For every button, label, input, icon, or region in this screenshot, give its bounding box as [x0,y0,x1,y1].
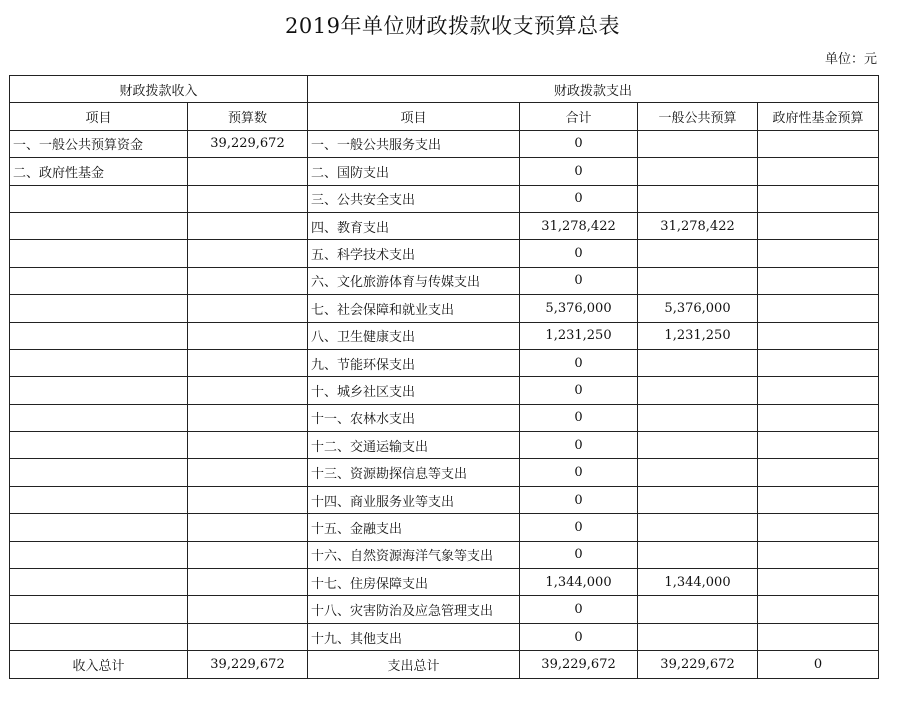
income-amount-cell [188,569,308,596]
income-item-cell: 一、一般公共预算资金 [10,130,188,157]
col-header-fund: 政府性基金预算 [758,103,879,130]
fund-budget-cell [758,514,879,541]
income-item-cell [10,459,188,486]
expense-item-cell: 一、一般公共服务支出 [308,130,520,157]
expense-item-cell: 十五、金融支出 [308,514,520,541]
expense-total-cell: 0 [520,240,638,267]
expense-total-cell: 0 [520,514,638,541]
income-amount-cell [188,404,308,431]
general-budget-cell [638,596,758,623]
fund-budget-cell [758,349,879,376]
fund-budget-cell [758,240,879,267]
general-budget-cell [638,267,758,294]
expense-total-cell: 0 [520,623,638,650]
general-budget-cell [638,514,758,541]
income-amount-cell [188,432,308,459]
table-row [10,404,879,431]
income-item-cell [10,541,188,568]
general-budget-cell [638,158,758,185]
expense-total-cell: 0 [520,486,638,513]
income-total-amount: 39,229,672 [188,651,308,678]
expense-item-cell: 三、公共安全支出 [308,185,520,212]
fund-budget-cell [758,404,879,431]
expense-total-cell: 1,231,250 [520,322,638,349]
table-row [10,486,879,513]
fund-budget-total: 0 [758,651,879,678]
income-total-label: 收入总计 [10,651,188,678]
income-item-cell [10,295,188,322]
expense-item-cell: 十二、交通运输支出 [308,432,520,459]
expense-item-cell: 四、教育支出 [308,212,520,239]
income-item-cell [10,514,188,541]
fund-budget-cell [758,322,879,349]
header-column-row [10,103,879,130]
general-budget-total: 39,229,672 [638,651,758,678]
fund-budget-cell [758,596,879,623]
income-item-cell [10,596,188,623]
expense-total-cell: 1,344,000 [520,569,638,596]
expense-total-cell: 0 [520,377,638,404]
table-row [10,569,879,596]
expense-item-cell: 十、城乡社区支出 [308,377,520,404]
fund-budget-cell [758,432,879,459]
income-amount-cell [188,212,308,239]
table-row [10,212,879,239]
expense-total-cell: 0 [520,596,638,623]
general-budget-cell: 31,278,422 [638,212,758,239]
table-row [10,459,879,486]
expense-total-cell: 0 [520,459,638,486]
totals-row [10,651,879,678]
fund-budget-cell [758,459,879,486]
expense-total-cell: 5,376,000 [520,295,638,322]
col-header-income-item: 项目 [10,103,188,130]
table-row [10,541,879,568]
table-row [10,623,879,650]
general-budget-cell: 1,231,250 [638,322,758,349]
income-amount-cell [188,158,308,185]
expense-item-cell: 八、卫生健康支出 [308,322,520,349]
page-title: 2019年单位财政拨款收支预算总表 [285,14,620,38]
expense-item-cell: 六、文化旅游体育与传媒支出 [308,267,520,294]
general-budget-cell [638,486,758,513]
fund-budget-cell [758,569,879,596]
income-item-cell [10,212,188,239]
table-row [10,377,879,404]
expense-item-cell: 七、社会保障和就业支出 [308,295,520,322]
col-header-general: 一般公共预算 [638,103,758,130]
income-amount-cell [188,486,308,513]
expense-total-label: 支出总计 [308,651,520,678]
income-amount-cell [188,623,308,650]
expense-item-cell: 十六、自然资源海洋气象等支出 [308,541,520,568]
table-row [10,158,879,185]
income-item-cell [10,486,188,513]
expense-item-cell: 十三、资源勘探信息等支出 [308,459,520,486]
fund-budget-cell [758,212,879,239]
income-amount-cell [188,349,308,376]
general-budget-cell [638,240,758,267]
expense-total-cell: 0 [520,130,638,157]
expense-total-cell: 0 [520,349,638,376]
col-header-total: 合计 [520,103,638,130]
table-body [10,76,879,679]
expense-total-cell: 0 [520,267,638,294]
income-amount-cell [188,295,308,322]
expense-item-cell: 十九、其他支出 [308,623,520,650]
general-budget-cell: 1,344,000 [638,569,758,596]
table-row [10,295,879,322]
fund-budget-cell [758,158,879,185]
table-row [10,349,879,376]
income-item-cell [10,404,188,431]
table-row [10,322,879,349]
table-row [10,432,879,459]
income-item-cell [10,322,188,349]
expense-item-cell: 十七、住房保障支出 [308,569,520,596]
fund-budget-cell [758,185,879,212]
income-amount-cell: 39,229,672 [188,130,308,157]
fund-budget-cell [758,377,879,404]
income-amount-cell [188,596,308,623]
expense-total-amount: 39,229,672 [520,651,638,678]
table-row [10,596,879,623]
table-row [10,130,879,157]
general-budget-cell [638,432,758,459]
general-budget-cell [638,130,758,157]
expense-total-cell: 0 [520,541,638,568]
income-item-cell [10,432,188,459]
income-amount-cell [188,541,308,568]
general-budget-cell [638,541,758,568]
table-row [10,240,879,267]
income-amount-cell [188,377,308,404]
expense-total-cell: 0 [520,404,638,431]
income-item-cell [10,623,188,650]
expense-group-header: 财政拨款支出 [308,76,879,103]
expense-total-cell: 0 [520,432,638,459]
expense-item-cell: 十四、商业服务业等支出 [308,486,520,513]
fund-budget-cell [758,267,879,294]
income-amount-cell [188,459,308,486]
expense-item-cell: 十一、农林水支出 [308,404,520,431]
expense-item-cell: 十八、灾害防治及应急管理支出 [308,596,520,623]
table-row [10,185,879,212]
fund-budget-cell [758,486,879,513]
income-item-cell [10,240,188,267]
income-amount-cell [188,267,308,294]
table-row [10,514,879,541]
income-amount-cell [188,514,308,541]
general-budget-cell [638,459,758,486]
income-group-header: 财政拨款收入 [10,76,308,103]
fund-budget-cell [758,623,879,650]
income-item-cell: 二、政府性基金 [10,158,188,185]
table-row [10,267,879,294]
income-item-cell [10,349,188,376]
income-amount-cell [188,240,308,267]
general-budget-cell [638,623,758,650]
header-group-row [10,76,879,103]
general-budget-cell [638,349,758,376]
general-budget-cell: 5,376,000 [638,295,758,322]
expense-item-cell: 九、节能环保支出 [308,349,520,376]
income-item-cell [10,569,188,596]
fund-budget-cell [758,130,879,157]
expense-item-cell: 五、科学技术支出 [308,240,520,267]
income-item-cell [10,185,188,212]
expense-total-cell: 31,278,422 [520,212,638,239]
fund-budget-cell [758,541,879,568]
unit-label: 单位：元 [824,52,877,67]
income-amount-cell [188,185,308,212]
expense-total-cell: 0 [520,158,638,185]
col-header-expense-item: 项目 [308,103,520,130]
budget-table [9,75,879,679]
col-header-budget: 预算数 [188,103,308,130]
income-item-cell [10,267,188,294]
expense-total-cell: 0 [520,185,638,212]
income-item-cell [10,377,188,404]
general-budget-cell [638,185,758,212]
income-amount-cell [188,322,308,349]
general-budget-cell [638,377,758,404]
expense-item-cell: 二、国防支出 [308,158,520,185]
fund-budget-cell [758,295,879,322]
general-budget-cell [638,404,758,431]
